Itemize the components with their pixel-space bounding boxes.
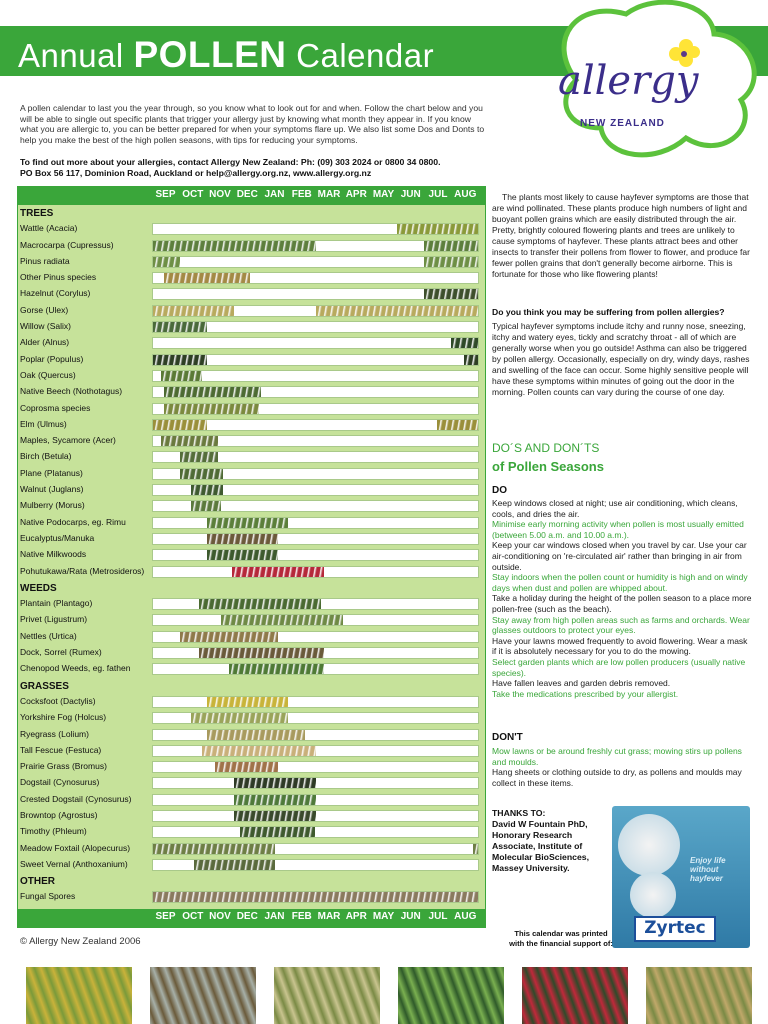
do-item: Minimise early morning activity when pollen is most usually emitted (between 5.00 a.m. and 10.00 a.m.). bbox=[492, 519, 744, 540]
plant-name: Fungal Spores bbox=[20, 891, 76, 902]
pollen-season-band bbox=[229, 664, 324, 674]
plant-name: Ryegrass (Lolium) bbox=[20, 728, 89, 739]
pollen-season-band bbox=[207, 730, 305, 740]
category-label: OTHER bbox=[20, 876, 55, 888]
plant-name: Maples, Sycamore (Acer) bbox=[20, 435, 116, 446]
month-label-oct: OCT bbox=[182, 189, 204, 200]
plant-row bbox=[18, 352, 485, 368]
season-track bbox=[152, 826, 479, 838]
dont-label: DON'T bbox=[492, 732, 523, 743]
month-label-sep: SEP bbox=[155, 911, 176, 922]
season-track bbox=[152, 517, 479, 529]
month-label-mar: MAR bbox=[317, 189, 341, 200]
plant-name: Wattle (Acacia) bbox=[20, 223, 78, 234]
plant-row bbox=[18, 743, 485, 759]
month-label-jul: JUL bbox=[428, 189, 448, 200]
pollen-season-band bbox=[202, 746, 316, 756]
pollen-season-band bbox=[215, 762, 277, 772]
season-track bbox=[152, 761, 479, 773]
plant-name: Tall Fescue (Festuca) bbox=[20, 744, 102, 755]
plant-name: Birch (Betula) bbox=[20, 451, 72, 462]
pollen-calendar bbox=[17, 186, 486, 928]
plant-row bbox=[18, 629, 485, 645]
season-track bbox=[152, 500, 479, 512]
plant-row bbox=[18, 238, 485, 254]
month-label-jun: JUN bbox=[400, 911, 421, 922]
photo-grass bbox=[150, 967, 256, 1024]
plant-name: Coprosma species bbox=[20, 402, 91, 413]
symptoms-question: Do you think you may be suffering from pollen allergies? bbox=[492, 307, 725, 317]
season-track bbox=[152, 354, 479, 366]
plant-row bbox=[18, 694, 485, 710]
pollen-season-band bbox=[191, 485, 224, 495]
plant-row bbox=[18, 596, 485, 612]
pollen-season-band bbox=[207, 550, 277, 560]
season-track bbox=[152, 566, 479, 578]
plant-name: Pinus radiata bbox=[20, 255, 70, 266]
tagline-line: Enjoy life bbox=[690, 856, 726, 865]
thanks-line: Associate, Institute of bbox=[492, 841, 583, 851]
pollen-season-band bbox=[234, 811, 315, 821]
pollen-season-band bbox=[221, 615, 343, 625]
plant-name: Timothy (Phleum) bbox=[20, 826, 87, 837]
pollen-season-band bbox=[437, 420, 478, 430]
dandelion-graphic bbox=[630, 872, 676, 918]
season-track bbox=[152, 305, 479, 317]
season-track bbox=[152, 843, 479, 855]
do-item: Take the medications prescribed by your allergist. bbox=[492, 688, 679, 699]
pollen-season-band bbox=[191, 713, 289, 723]
month-label-feb: FEB bbox=[291, 189, 312, 200]
pollen-season-band bbox=[153, 257, 180, 267]
plant-name: Privet (Ligustrum) bbox=[20, 614, 88, 625]
season-track bbox=[152, 696, 479, 708]
plant-name: Pohutukawa/Rata (Metrosideros) bbox=[20, 565, 145, 576]
pollen-season-band bbox=[153, 306, 234, 316]
plant-name: Meadow Foxtail (Alopecurus) bbox=[20, 842, 131, 853]
plant-row bbox=[18, 792, 485, 808]
season-track bbox=[152, 810, 479, 822]
ad-brand: Zyrtec bbox=[634, 916, 716, 942]
month-label-nov: NOV bbox=[209, 911, 231, 922]
tagline-line: hayfever bbox=[690, 874, 723, 883]
plant-name: Plane (Platanus) bbox=[20, 467, 83, 478]
month-label-aug: AUG bbox=[454, 189, 477, 200]
symptoms-paragraph: Typical hayfever symptoms include itchy and runny nose, sneezing, itchy and watery eyes, tickly and scratchy throat - all of which are generally worse when you go outside! Asthma can also be triggered by pollen allergy. Occasionally, especially on dry, windy days, rashes and swelling of the face can occur. Some highly sensitive people will have these symptoms within minutes of going out the door in the morning. Pollen counts can vary during the course of one day. bbox=[492, 321, 750, 397]
season-track bbox=[152, 223, 479, 235]
plant-row bbox=[18, 645, 485, 661]
pollen-season-band bbox=[464, 355, 478, 365]
thanks-line: Massey University. bbox=[492, 863, 570, 873]
pollen-season-band bbox=[194, 860, 275, 870]
pollen-season-band bbox=[180, 632, 278, 642]
dont-item: Hang sheets or clothing outside to dry, as pollens and moulds may collect in these items. bbox=[492, 767, 742, 788]
month-label-jan: JAN bbox=[264, 189, 285, 200]
plant-row bbox=[18, 254, 485, 270]
plant-name: Native Podocarps, eg. Rimu bbox=[20, 516, 126, 527]
plant-name: Dock, Sorrel (Rumex) bbox=[20, 647, 102, 658]
photo-seedhead bbox=[646, 967, 752, 1024]
month-header-top bbox=[18, 187, 485, 205]
month-label-jun: JUN bbox=[400, 189, 421, 200]
season-track bbox=[152, 549, 479, 561]
do-list bbox=[492, 498, 754, 699]
month-label-jul: JUL bbox=[428, 911, 448, 922]
season-track bbox=[152, 386, 479, 398]
pollen-season-band bbox=[424, 289, 478, 299]
plant-name: Hazelnut (Corylus) bbox=[20, 288, 91, 299]
plant-row bbox=[18, 710, 485, 726]
dont-item: Mow lawns or be around freshly cut grass; mowing stirs up pollens and moulds. bbox=[492, 746, 742, 767]
plant-row bbox=[18, 221, 485, 237]
plant-name: Dogstail (Cynosurus) bbox=[20, 777, 100, 788]
do-item: Stay away from high pollen areas such as farms and orchards. Wear glasses outdoors to protect your eyes. bbox=[492, 614, 750, 636]
season-track bbox=[152, 240, 479, 252]
season-track bbox=[152, 451, 479, 463]
contact-info bbox=[20, 157, 500, 179]
plant-name: Mulberry (Morus) bbox=[20, 500, 85, 511]
season-track bbox=[152, 288, 479, 300]
pollen-season-band bbox=[191, 501, 221, 511]
logo-wordmark: allergy bbox=[558, 58, 699, 104]
do-item: Take a holiday during the height of the pollen season to a place more pollen-free (such as the beach). bbox=[492, 593, 752, 614]
pollen-season-band bbox=[207, 697, 288, 707]
pollen-season-band bbox=[424, 241, 478, 251]
pollen-season-band bbox=[164, 273, 251, 283]
printed-support-note: This calendar was printed with the financial support of: bbox=[509, 929, 613, 948]
plant-name: Macrocarpa (Cupressus) bbox=[20, 239, 114, 250]
season-track bbox=[152, 403, 479, 415]
photo-meadow bbox=[274, 967, 380, 1024]
season-track bbox=[152, 631, 479, 643]
season-track bbox=[152, 663, 479, 675]
pollen-season-band bbox=[397, 224, 478, 234]
plant-name: Alder (Alnus) bbox=[20, 337, 70, 348]
category-label: TREES bbox=[20, 208, 54, 219]
plant-row bbox=[18, 303, 485, 319]
dos-donts-heading: DO´S AND DON´TS bbox=[492, 441, 600, 455]
month-header-bottom bbox=[18, 909, 485, 927]
plant-name: Gorse (Ulex) bbox=[20, 304, 69, 315]
season-track bbox=[152, 370, 479, 382]
plant-row bbox=[18, 547, 485, 563]
thanks-line: David W Fountain PhD, bbox=[492, 819, 588, 829]
plant-row bbox=[18, 498, 485, 514]
plant-name: Oak (Quercus) bbox=[20, 369, 76, 380]
plant-row bbox=[18, 401, 485, 417]
plant-row bbox=[18, 841, 485, 857]
calendar-rows bbox=[18, 205, 485, 906]
month-label-may: MAY bbox=[372, 911, 395, 922]
pollen-season-band bbox=[161, 371, 202, 381]
plant-name: Other Pinus species bbox=[20, 272, 97, 283]
plant-row bbox=[18, 824, 485, 840]
season-track bbox=[152, 859, 479, 871]
plant-row bbox=[18, 857, 485, 873]
season-track bbox=[152, 729, 479, 741]
pollen-season-band bbox=[153, 355, 207, 365]
photo-fern bbox=[398, 967, 504, 1024]
thanks-line: THANKS TO: bbox=[492, 808, 546, 818]
pollen-season-band bbox=[234, 778, 315, 788]
season-track bbox=[152, 533, 479, 545]
plant-name: Crested Dogstail (Cynosurus) bbox=[20, 793, 132, 804]
plant-row bbox=[18, 384, 485, 400]
plant-name: Cocksfoot (Dactylis) bbox=[20, 695, 96, 706]
ad-tagline bbox=[690, 856, 726, 883]
plant-name: Sweet Vernal (Anthoxanium) bbox=[20, 858, 128, 869]
season-track bbox=[152, 272, 479, 284]
month-label-apr: APR bbox=[345, 189, 367, 200]
plant-row bbox=[18, 515, 485, 531]
month-label-nov: NOV bbox=[209, 189, 231, 200]
plant-row bbox=[18, 808, 485, 824]
plant-row bbox=[18, 531, 485, 547]
plant-row bbox=[18, 564, 485, 580]
month-label-may: MAY bbox=[372, 189, 395, 200]
month-label-feb: FEB bbox=[291, 911, 312, 922]
month-label-mar: MAR bbox=[317, 911, 341, 922]
pollen-season-band bbox=[153, 241, 316, 251]
plant-row bbox=[18, 335, 485, 351]
month-label-oct: OCT bbox=[182, 911, 204, 922]
pollen-season-band bbox=[153, 892, 478, 902]
plant-row bbox=[18, 466, 485, 482]
season-track bbox=[152, 777, 479, 789]
pollen-season-band bbox=[164, 404, 259, 414]
pollen-season-band bbox=[153, 420, 207, 430]
plant-name: Chenopod Weeds, eg. fathen bbox=[20, 663, 131, 674]
season-track bbox=[152, 647, 479, 659]
pollen-season-band bbox=[180, 452, 218, 462]
do-item: Have fallen leaves and garden debris removed. bbox=[492, 678, 671, 689]
plant-name: Browntop (Agrostus) bbox=[20, 809, 98, 820]
plant-row bbox=[18, 433, 485, 449]
month-label-dec: DEC bbox=[236, 911, 258, 922]
dont-list bbox=[492, 746, 754, 788]
do-item: Keep your car windows closed when you travel by car. Use your car air-conditioning on 're-circulated air' rather than bringing in air from outside. bbox=[492, 540, 747, 572]
season-track bbox=[152, 321, 479, 333]
pollen-season-band bbox=[473, 844, 478, 854]
plant-name: Poplar (Populus) bbox=[20, 353, 84, 364]
plant-name: Native Beech (Nothotagus) bbox=[20, 386, 123, 397]
page-title: Annual POLLEN Calendar bbox=[18, 34, 435, 75]
plant-row bbox=[18, 482, 485, 498]
category-label: WEEDS bbox=[20, 582, 57, 594]
pollen-season-band bbox=[207, 534, 277, 544]
do-item: Keep windows closed at night; use air conditioning, which cleans, cools, and dries the air. bbox=[492, 498, 738, 519]
thanks-line: Molecular BioSciences, bbox=[492, 852, 590, 862]
plant-name: Yorkshire Fog (Holcus) bbox=[20, 712, 107, 723]
dos-donts-subheading: of Pollen Seasons bbox=[492, 459, 604, 474]
category-row bbox=[18, 580, 485, 596]
pollen-season-band bbox=[164, 387, 262, 397]
pollen-season-band bbox=[153, 844, 275, 854]
season-track bbox=[152, 891, 479, 903]
category-row bbox=[18, 205, 485, 221]
season-track bbox=[152, 337, 479, 349]
category-label: GRASSES bbox=[20, 680, 69, 692]
pollen-season-band bbox=[207, 518, 288, 528]
plant-row bbox=[18, 417, 485, 433]
season-track bbox=[152, 712, 479, 724]
contact-line-1: To find out more about your allergies, contact Allergy New Zealand: Ph: (09) 303 2024 or 0800 34 0800. bbox=[20, 157, 441, 167]
tagline-line: without bbox=[690, 865, 719, 874]
month-label-jan: JAN bbox=[264, 911, 285, 922]
plant-row bbox=[18, 775, 485, 791]
month-label-sep: SEP bbox=[155, 189, 176, 200]
plant-name: Plantain (Plantago) bbox=[20, 598, 93, 609]
pollen-season-band bbox=[232, 567, 324, 577]
plant-name: Elm (Ulmus) bbox=[20, 418, 67, 429]
pollen-season-band bbox=[199, 648, 324, 658]
plant-row bbox=[18, 286, 485, 302]
season-track bbox=[152, 419, 479, 431]
month-label-apr: APR bbox=[345, 911, 367, 922]
contact-line-2: PO Box 56 117, Dominion Road, Auckland or help@allergy.org.nz, www.allergy.org.nz bbox=[20, 168, 372, 178]
plant-name: Eucalyptus/Manuka bbox=[20, 532, 95, 543]
thanks-line: Honorary Research bbox=[492, 830, 573, 840]
season-track bbox=[152, 484, 479, 496]
plant-row bbox=[18, 727, 485, 743]
plant-name: Willow (Salix) bbox=[20, 321, 71, 332]
dandelion-graphic bbox=[618, 814, 680, 876]
plant-row bbox=[18, 612, 485, 628]
plant-row bbox=[18, 368, 485, 384]
plant-name: Nettles (Urtica) bbox=[20, 630, 77, 641]
plant-name: Walnut (Juglans) bbox=[20, 484, 84, 495]
plant-row bbox=[18, 889, 485, 905]
do-item: Select garden plants which are low pollen producers (usually native species). bbox=[492, 656, 746, 678]
copyright: © Allergy New Zealand 2006 bbox=[20, 936, 141, 947]
plant-row bbox=[18, 319, 485, 335]
category-row bbox=[18, 678, 485, 694]
season-track bbox=[152, 468, 479, 480]
month-label-aug: AUG bbox=[454, 911, 477, 922]
photo-pohutukawa bbox=[522, 967, 628, 1024]
season-track bbox=[152, 745, 479, 757]
season-track bbox=[152, 614, 479, 626]
photo-wattle bbox=[26, 967, 132, 1024]
do-item: Stay indoors when the pollen count or humidity is high and on windy days when dust and pollen are whipped about. bbox=[492, 572, 748, 593]
pollen-season-band bbox=[240, 827, 316, 837]
pollen-season-band bbox=[316, 306, 479, 316]
plant-row bbox=[18, 270, 485, 286]
pollen-season-band bbox=[451, 338, 478, 348]
plant-row bbox=[18, 449, 485, 465]
pollen-season-band bbox=[199, 599, 321, 609]
plant-row bbox=[18, 759, 485, 775]
pollen-season-band bbox=[180, 469, 223, 479]
plant-name: Prairie Grass (Bromus) bbox=[20, 761, 107, 772]
zyrtec-advert bbox=[612, 806, 750, 948]
pollen-season-band bbox=[234, 795, 315, 805]
plant-row bbox=[18, 661, 485, 677]
do-item: Have your lawns mowed frequently to avoid flowering. Wear a mask if it is absolutely necessary for you to do the mowing. bbox=[492, 635, 748, 657]
thanks-credit bbox=[492, 808, 589, 874]
logo-country: NEW ZEALAND bbox=[580, 118, 665, 129]
month-label-dec: DEC bbox=[236, 189, 258, 200]
category-row bbox=[18, 873, 485, 889]
season-track bbox=[152, 435, 479, 447]
do-label: DO bbox=[492, 485, 507, 496]
season-track bbox=[152, 598, 479, 610]
plant-name: Native Milkwoods bbox=[20, 549, 87, 560]
intro-paragraph: A pollen calendar to last you the year through, so you know what to look out for and when. Follow the chart below and you will be able to single out specific plants that trigger your allergy just by knowing what month they appear in. If you know what you are allergic to, you can be better prepared for when your symptoms flare up. We also list some Dos and Donts to help you make the best of the high pollen seasons, with tips for reducing your symptoms. bbox=[20, 103, 485, 145]
pollen-season-band bbox=[161, 436, 218, 446]
season-track bbox=[152, 256, 479, 268]
wind-pollination-paragraph: The plants most likely to cause hayfever symptoms are those that are wind pollinated. These plants produce high numbers of light and buoyant pollen grains which are easily distributed through the air. Pretty, brightly coloured flowering plants and trees are unlikely to cause symptoms of hayfever. These plants attract bees and other insects to transfer their pollens from flower to flower, and produce far fewer pollen grains that don't generally become airborne. This is fortunate for those who like flowering plants! bbox=[492, 192, 750, 279]
pollen-season-band bbox=[424, 257, 478, 267]
pollen-season-band bbox=[153, 322, 207, 332]
season-track bbox=[152, 794, 479, 806]
